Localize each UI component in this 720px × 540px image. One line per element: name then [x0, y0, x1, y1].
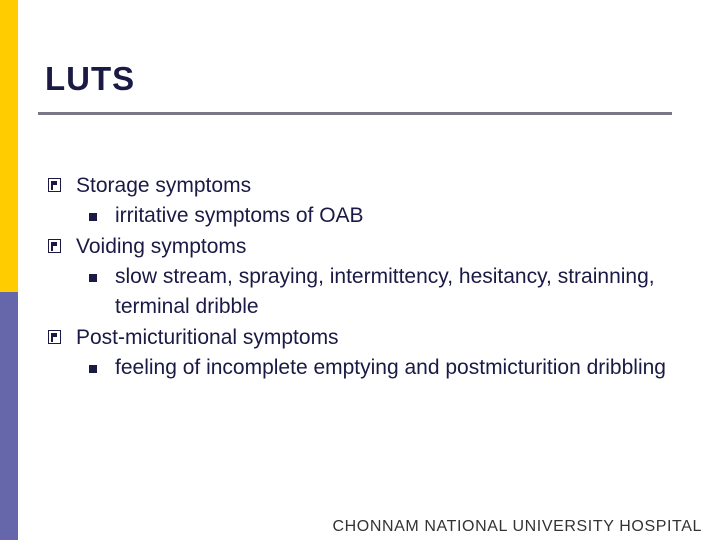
filled-square-bullet-icon	[89, 365, 97, 373]
left-accent-bar-top	[0, 0, 18, 292]
sub-bullet-item	[85, 201, 688, 231]
bullet-item-voiding	[48, 231, 688, 322]
left-accent-bar-bottom	[0, 292, 18, 540]
sub-bullet-item	[85, 353, 688, 383]
sub-bullet-item	[85, 262, 688, 322]
p-square-bullet-icon	[48, 330, 61, 344]
filled-square-bullet-icon	[89, 274, 97, 282]
bullet-item-post-micturitional	[48, 322, 688, 383]
bullet-text: Storage symptoms	[76, 174, 252, 197]
slide-title: LUTS	[45, 60, 136, 97]
bullet-list	[48, 170, 688, 383]
footer-institution: CHONNAM NATIONAL UNIVERSITY HOSPITAL	[332, 518, 702, 535]
bullet-text: Post-micturitional symptoms	[76, 326, 339, 349]
sub-bullet-text: feeling of incomplete emptying and postmicturition dribbling	[115, 356, 666, 379]
sub-bullet-text: slow stream, spraying, intermittency, hesitancy, strainning, terminal dribble	[115, 265, 655, 318]
bullet-item-storage	[48, 170, 688, 231]
p-square-bullet-icon	[48, 239, 61, 253]
bullet-text: Voiding symptoms	[76, 235, 247, 258]
filled-square-bullet-icon	[89, 213, 97, 221]
title-divider	[38, 112, 672, 115]
sub-bullet-text: irritative symptoms of OAB	[115, 204, 364, 227]
p-square-bullet-icon	[48, 178, 61, 192]
